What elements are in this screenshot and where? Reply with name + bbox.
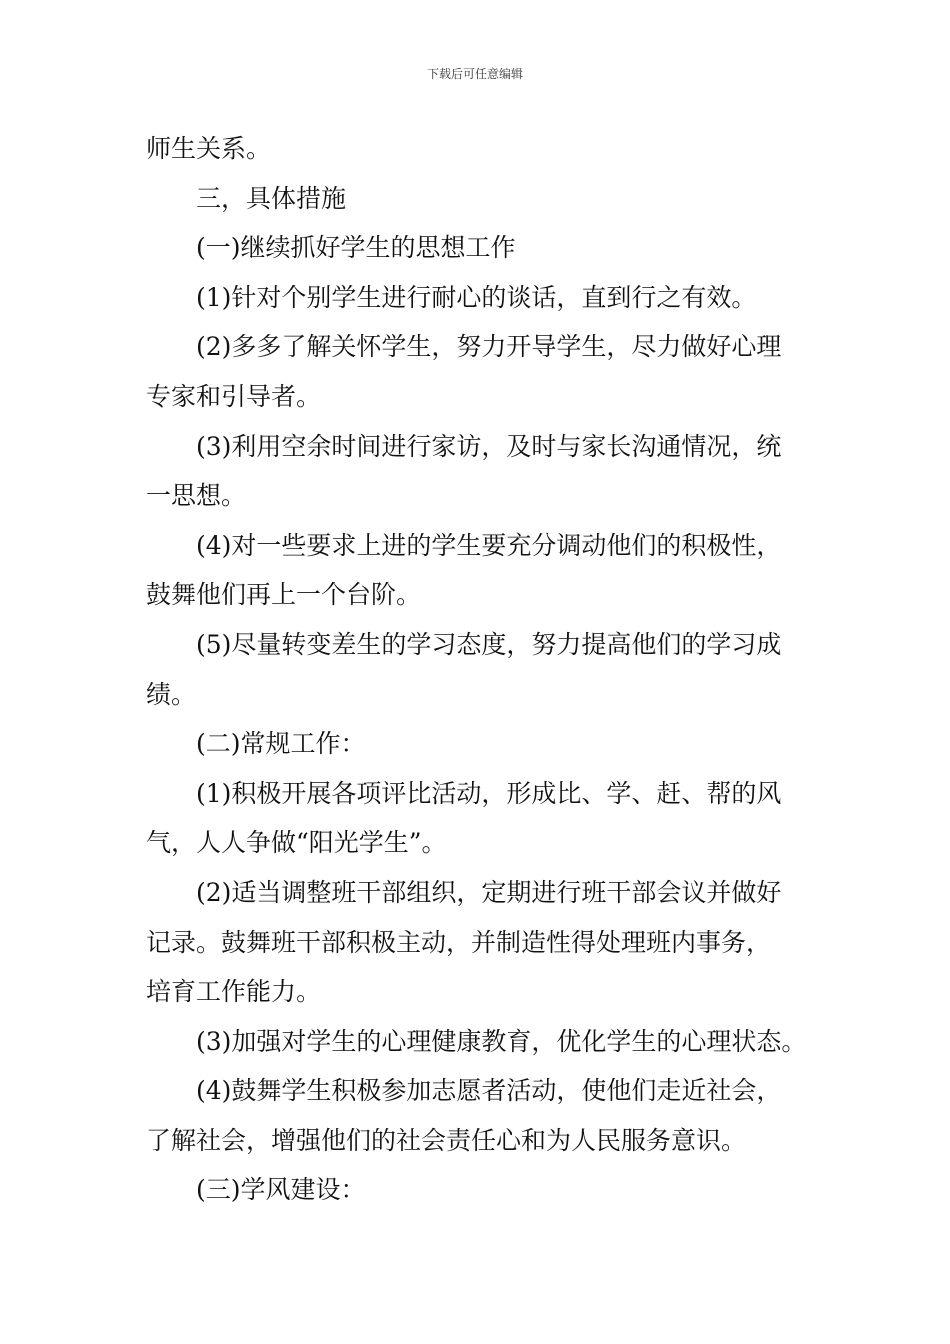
text-line: (1)针对个别学生进行耐心的谈话，直到行之有效。 <box>196 282 757 312</box>
list-item <box>146 273 816 323</box>
page-header: 下载后可任意编辑 <box>426 67 523 81</box>
text-line: (二)常规工作： <box>196 729 366 759</box>
text-line: (2)多多了解关怀学生，努力开导学生，尽力做好心理 <box>196 332 782 362</box>
text-line: 师生关系。 <box>146 134 272 163</box>
paragraph <box>146 124 816 174</box>
text-line: (5)尽量转变差生的学习态度，努力提高他们的学习成 <box>196 629 782 659</box>
text-line: 一思想。 <box>146 481 247 511</box>
subsection-heading <box>146 719 816 769</box>
subsection-heading <box>146 223 816 273</box>
text-line: 记录。鼓舞班干部积极主动，并制造性得处理班内事务， <box>146 927 772 957</box>
text-line: 三，具体措施 <box>196 183 347 213</box>
document-body <box>146 124 816 1215</box>
list-item <box>146 322 816 421</box>
text-line: 专家和引导者。 <box>146 381 322 411</box>
text-line: 培育工作能力。 <box>146 977 322 1007</box>
text-line: 绩。 <box>146 679 197 709</box>
list-item <box>146 1066 816 1165</box>
section-heading <box>146 174 816 224</box>
text-line: (1)积极开展各项评比活动，形成比、学、赶、帮的风 <box>196 778 782 808</box>
list-item <box>146 620 816 719</box>
list-item <box>146 521 816 620</box>
list-item <box>146 769 816 868</box>
text-line: (三)学风建设： <box>196 1175 366 1205</box>
text-line: 气，人人争做“阳光学生”。 <box>146 828 447 858</box>
subsection-heading <box>146 1165 816 1215</box>
text-line: (3)利用空余时间进行家访，及时与家长沟通情况，统 <box>196 431 782 461</box>
text-line: 了解社会，增强他们的社会责任心和为人民服务意识。 <box>146 1125 747 1155</box>
text-line: (3)加强对学生的心理健康教育，优化学生的心理状态。 <box>196 1026 807 1056</box>
text-line: 鼓舞他们再上一个台阶。 <box>146 580 422 610</box>
text-line: (4)鼓舞学生积极参加志愿者活动，使他们走近社会， <box>196 1076 782 1106</box>
list-item <box>146 1017 816 1067</box>
list-item <box>146 868 816 1017</box>
text-line: (4)对一些要求上进的学生要充分调动他们的积极性， <box>196 530 782 560</box>
list-item <box>146 422 816 521</box>
text-line: (一)继续抓好学生的思想工作 <box>196 233 516 263</box>
text-line: (2)适当调整班干部组织，定期进行班干部会议并做好 <box>196 877 782 907</box>
